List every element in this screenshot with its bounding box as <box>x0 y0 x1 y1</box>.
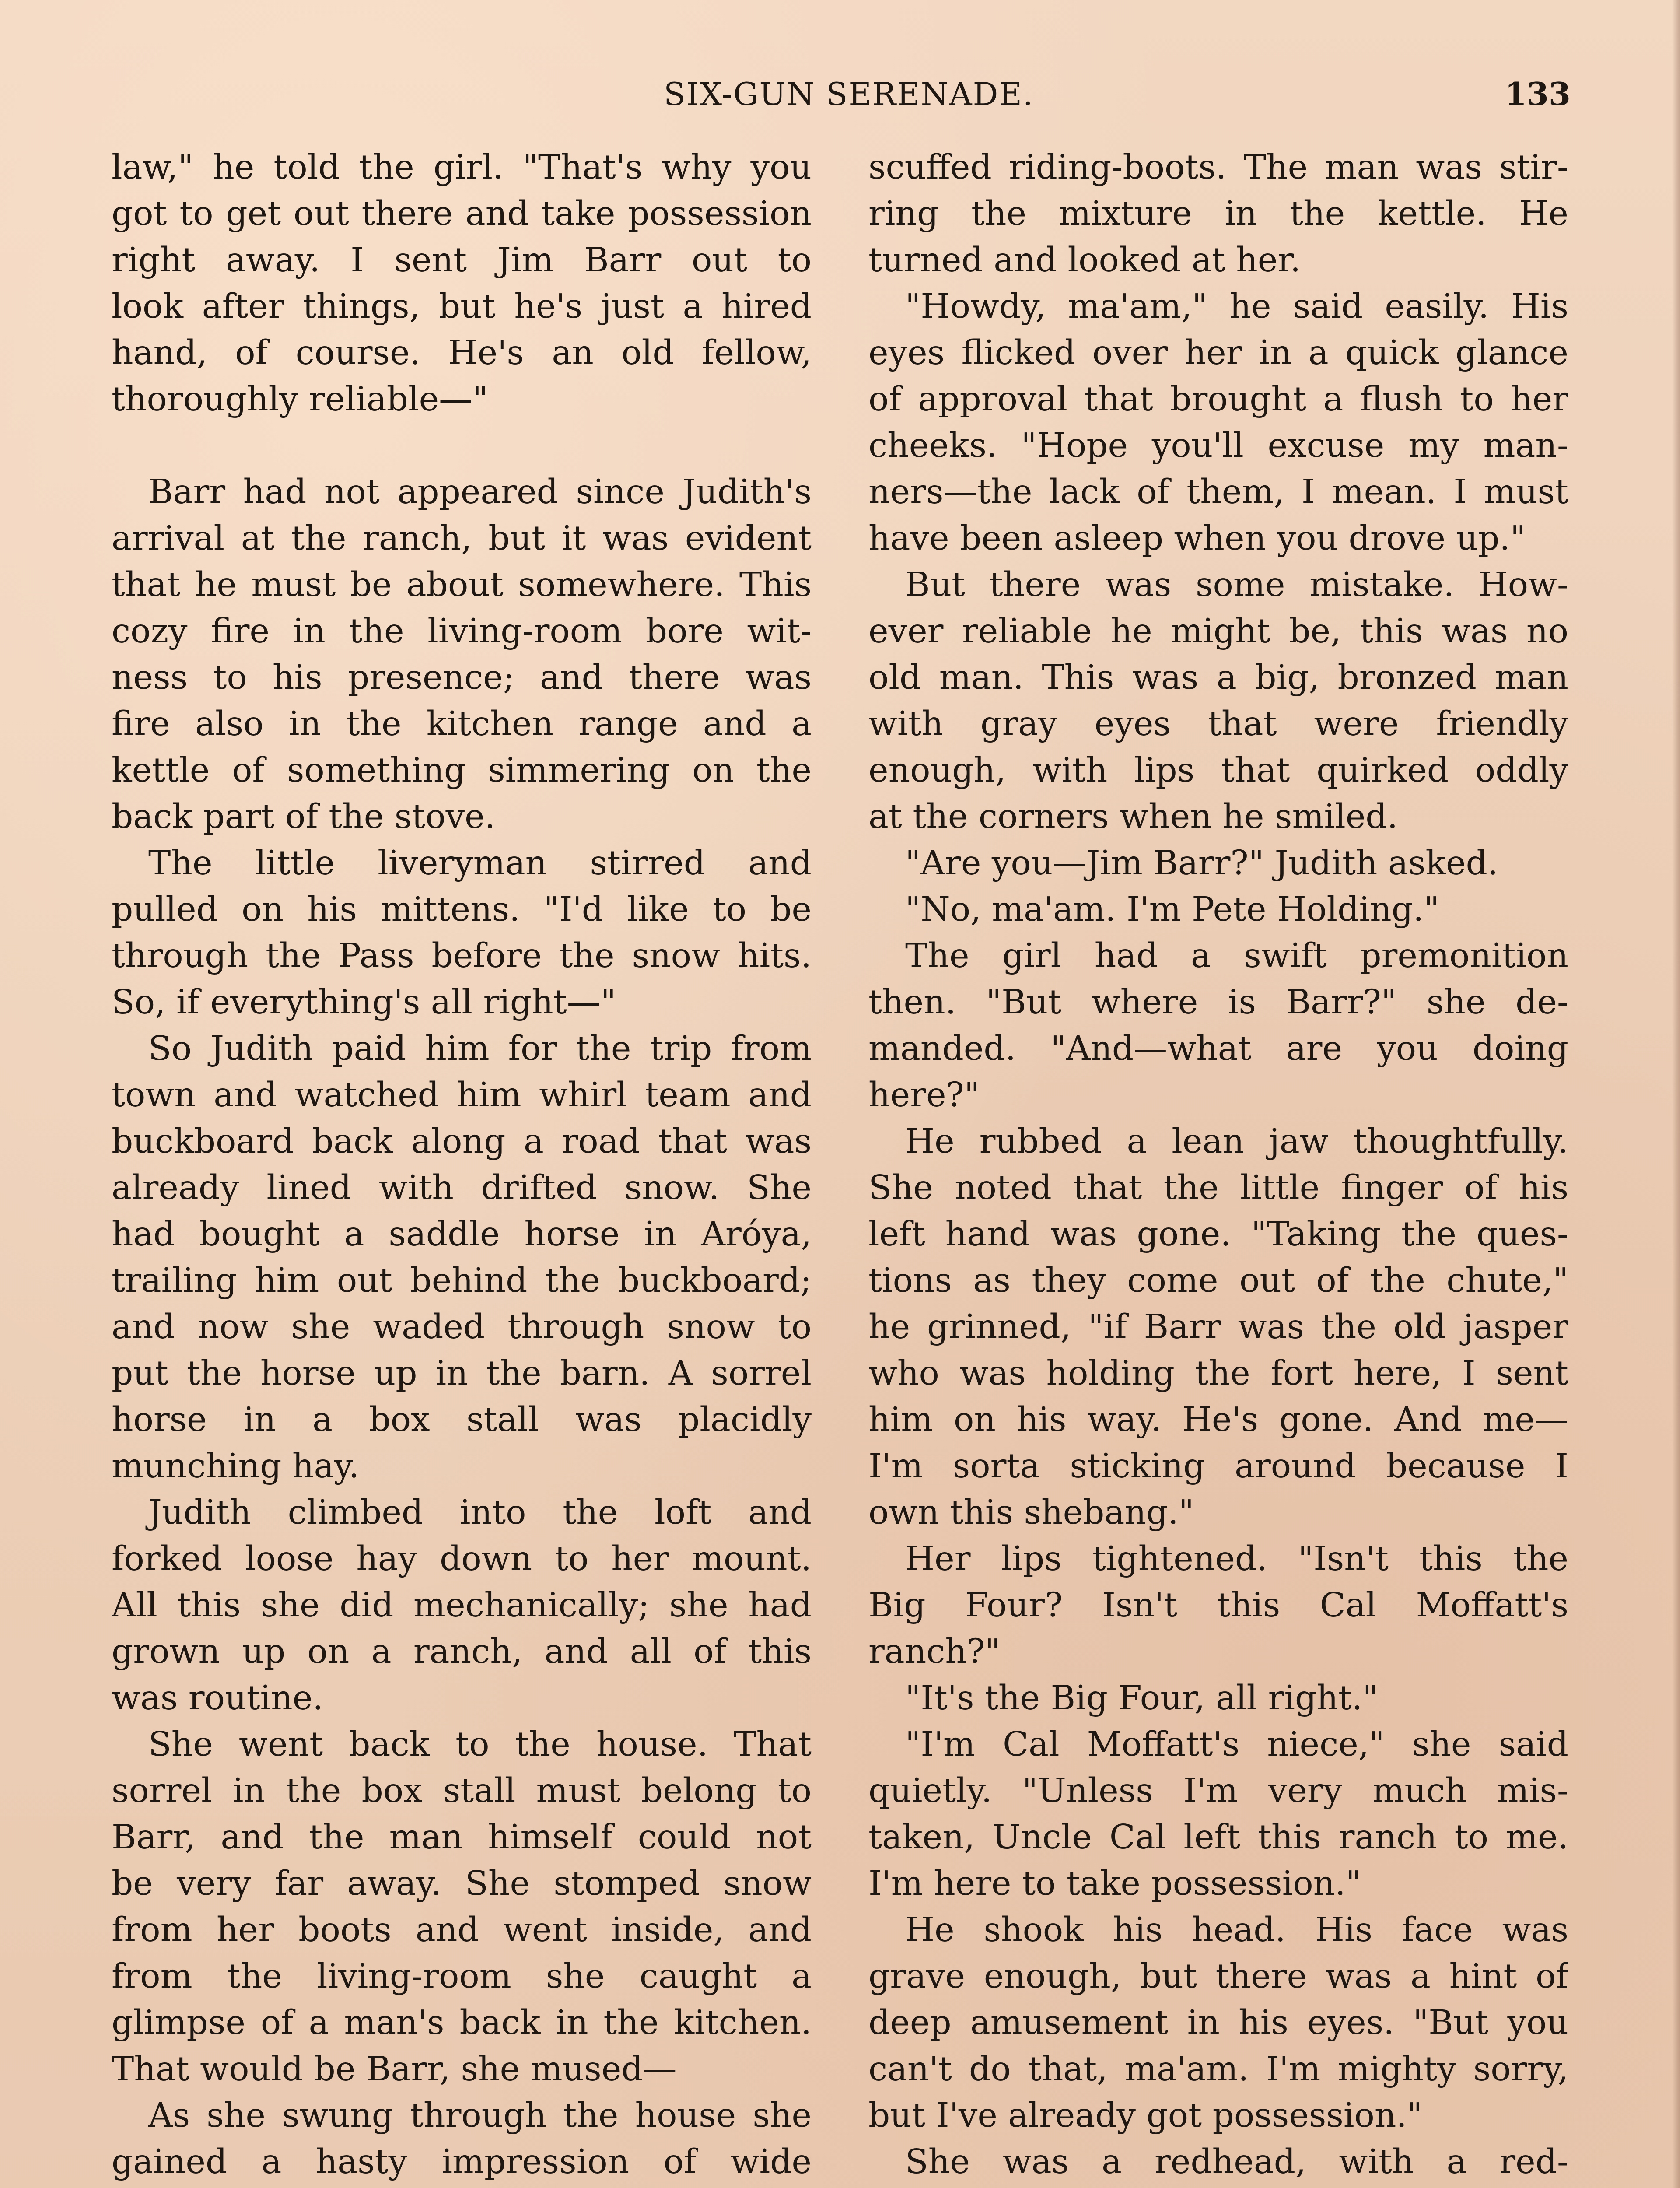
text-line: cheeks. "Hope you'll excuse my man- <box>868 426 1568 465</box>
text-line: that he must be about somewhere. This <box>112 565 812 604</box>
text-line: But there was some mistake. How- <box>905 565 1568 604</box>
text-line: manded. "And—what are you doing <box>868 1029 1568 1068</box>
text-line: kettle of something simmering on the <box>112 751 812 790</box>
text-line: already lined with drifted snow. She <box>112 1168 812 1207</box>
text-line: The girl had a swift premonition <box>905 936 1568 975</box>
text-line: grave enough, but there was a hint of <box>868 1957 1568 1996</box>
text-line: ners—the lack of them, I mean. I must <box>868 473 1568 512</box>
text-line: cozy fire in the living-room bore wit- <box>112 612 812 651</box>
text-line: fire also in the kitchen range and a <box>112 705 812 743</box>
text-line: "I'm Cal Moffatt's niece," she said <box>905 1725 1568 1764</box>
text-line: ever reliable he might be, this was no <box>868 612 1568 651</box>
text-line: Barr had not appeared since Judith's <box>148 473 812 512</box>
text-line: scuffed riding-boots. The man was stir- <box>868 148 1568 187</box>
text-line: He shook his head. His face was <box>905 1911 1568 1950</box>
text-line: own this shebang." <box>868 1493 1194 1532</box>
text-line: horse in a box stall was placidly <box>112 1400 812 1439</box>
text-line: trailing him out behind the buckboard; <box>112 1261 812 1300</box>
text-line: and now she waded through snow to <box>112 1308 812 1346</box>
text-line: quietly. "Unless I'm very much mis- <box>868 1771 1568 1810</box>
text-line: I'm sorta sticking around because I <box>868 1447 1568 1486</box>
text-line: Her lips tightened. "Isn't this the <box>905 1539 1568 1578</box>
text-line: put the horse up in the barn. A sorrel <box>112 1354 812 1393</box>
text-line: grown up on a ranch, and all of this <box>112 1632 812 1671</box>
text-line: arrival at the ranch, but it was evident <box>112 519 812 558</box>
text-line: munching hay. <box>112 1447 360 1486</box>
text-line: be very far away. She stomped snow <box>112 1864 812 1903</box>
text-line: pulled on his mittens. "I'd like to be <box>112 890 812 929</box>
text-line: taken, Uncle Cal left this ranch to me. <box>868 1818 1568 1857</box>
text-line: So Judith paid him for the trip from <box>148 1029 812 1068</box>
text-line: All this she did mechanically; she had <box>112 1586 812 1625</box>
text-line: gained a hasty impression of wide <box>112 2142 812 2181</box>
text-line: hand, of course. He's an old fellow, <box>112 333 812 372</box>
text-line: ranch?" <box>868 1632 1001 1671</box>
page-edge-shadow <box>1672 0 1680 2188</box>
text-line: he grinned, "if Barr was the old jasper <box>868 1308 1568 1346</box>
text-line: "Are you—Jim Barr?" Judith asked. <box>905 844 1498 883</box>
text-line: "No, ma'am. I'm Pete Holding." <box>905 890 1439 929</box>
text-line: of approval that brought a flush to her <box>868 380 1568 419</box>
text-line: from the living-room she caught a <box>112 1957 812 1996</box>
text-line: buckboard back along a road that was <box>112 1122 812 1161</box>
text-line: look after things, but he's just a hired <box>112 287 812 326</box>
text-line: then. "But where is Barr?" she de- <box>868 983 1568 1022</box>
text-line: who was holding the fort here, I sent <box>868 1354 1568 1393</box>
text-line: but I've already got possession." <box>868 2096 1423 2135</box>
text-line: turned and looked at her. <box>868 241 1301 280</box>
text-line: old man. This was a big, bronzed man <box>868 658 1568 697</box>
text-line: got to get out there and take possession <box>112 194 812 233</box>
text-line: ring the mixture in the kettle. He <box>868 194 1568 233</box>
text-line <box>868 2185 1568 2188</box>
page-number: 133 <box>1505 75 1571 112</box>
text-line: As she swung through the house she <box>148 2096 812 2135</box>
text-line <box>112 2185 812 2188</box>
text-line: from her boots and went inside, and <box>112 1911 812 1950</box>
text-line: forked loose hay down to her mount. <box>112 1539 812 1578</box>
text-line: glimpse of a man's back in the kitchen. <box>112 2003 812 2042</box>
running-title: SIX-GUN SERENADE. <box>664 76 1034 112</box>
text-line: thoroughly reliable—" <box>112 380 488 419</box>
text-line: deep amusement in his eyes. "But you <box>868 2003 1568 2042</box>
text-line: here?" <box>868 1076 980 1115</box>
text-line: eyes flicked over her in a quick glance <box>868 333 1568 372</box>
text-line: back part of the stove. <box>112 797 496 836</box>
text-line: So, if everything's all right—" <box>112 983 616 1022</box>
text-line: Big Four? Isn't this Cal Moffatt's <box>868 1586 1568 1625</box>
text-line: Barr, and the man himself could not <box>112 1818 812 1857</box>
text-line: had bought a saddle horse in Aróya, <box>112 1215 812 1254</box>
left-text-column <box>112 144 812 2188</box>
text-line: can't do that, ma'am. I'm mighty sorry, <box>868 2050 1568 2089</box>
text-line: was routine. <box>112 1679 323 1718</box>
right-text-column <box>868 144 1568 2188</box>
text-line: That would be Barr, she mused— <box>112 2050 677 2089</box>
paragraph-gap <box>112 423 812 469</box>
text-line: him on his way. He's gone. And me— <box>868 1400 1568 1439</box>
text-line: ness to his presence; and there was <box>112 658 812 697</box>
text-line: have been asleep when you drove up." <box>868 519 1526 558</box>
running-header <box>0 70 1680 118</box>
text-line: Judith climbed into the loft and <box>148 1493 812 1532</box>
text-line: The little liveryman stirred and <box>148 844 812 883</box>
text-line: enough, with lips that quirked oddly <box>868 751 1568 790</box>
text-line: at the corners when he smiled. <box>868 797 1398 836</box>
text-line: left hand was gone. "Taking the ques- <box>868 1215 1568 1254</box>
text-line: tions as they come out of the chute," <box>868 1261 1568 1300</box>
text-line: town and watched him whirl team and <box>112 1076 812 1115</box>
text-line: sorrel in the box stall must belong to <box>112 1771 812 1810</box>
text-line: "It's the Big Four, all right." <box>905 1679 1378 1718</box>
text-line: with gray eyes that were friendly <box>868 705 1568 743</box>
text-line: I'm here to take possession." <box>868 1864 1362 1903</box>
text-line: She went back to the house. That <box>148 1725 812 1764</box>
text-line: She noted that the little finger of his <box>868 1168 1568 1207</box>
text-line: law," he told the girl. "That's why you <box>112 148 812 187</box>
text-line: He rubbed a lean jaw thoughtfully. <box>905 1122 1568 1161</box>
text-line: right away. I sent Jim Barr out to <box>112 241 812 280</box>
text-line: through the Pass before the snow hits. <box>112 936 812 975</box>
text-line: "Howdy, ma'am," he said easily. His <box>905 287 1568 326</box>
text-line: She was a redhead, with a red- <box>905 2142 1568 2181</box>
